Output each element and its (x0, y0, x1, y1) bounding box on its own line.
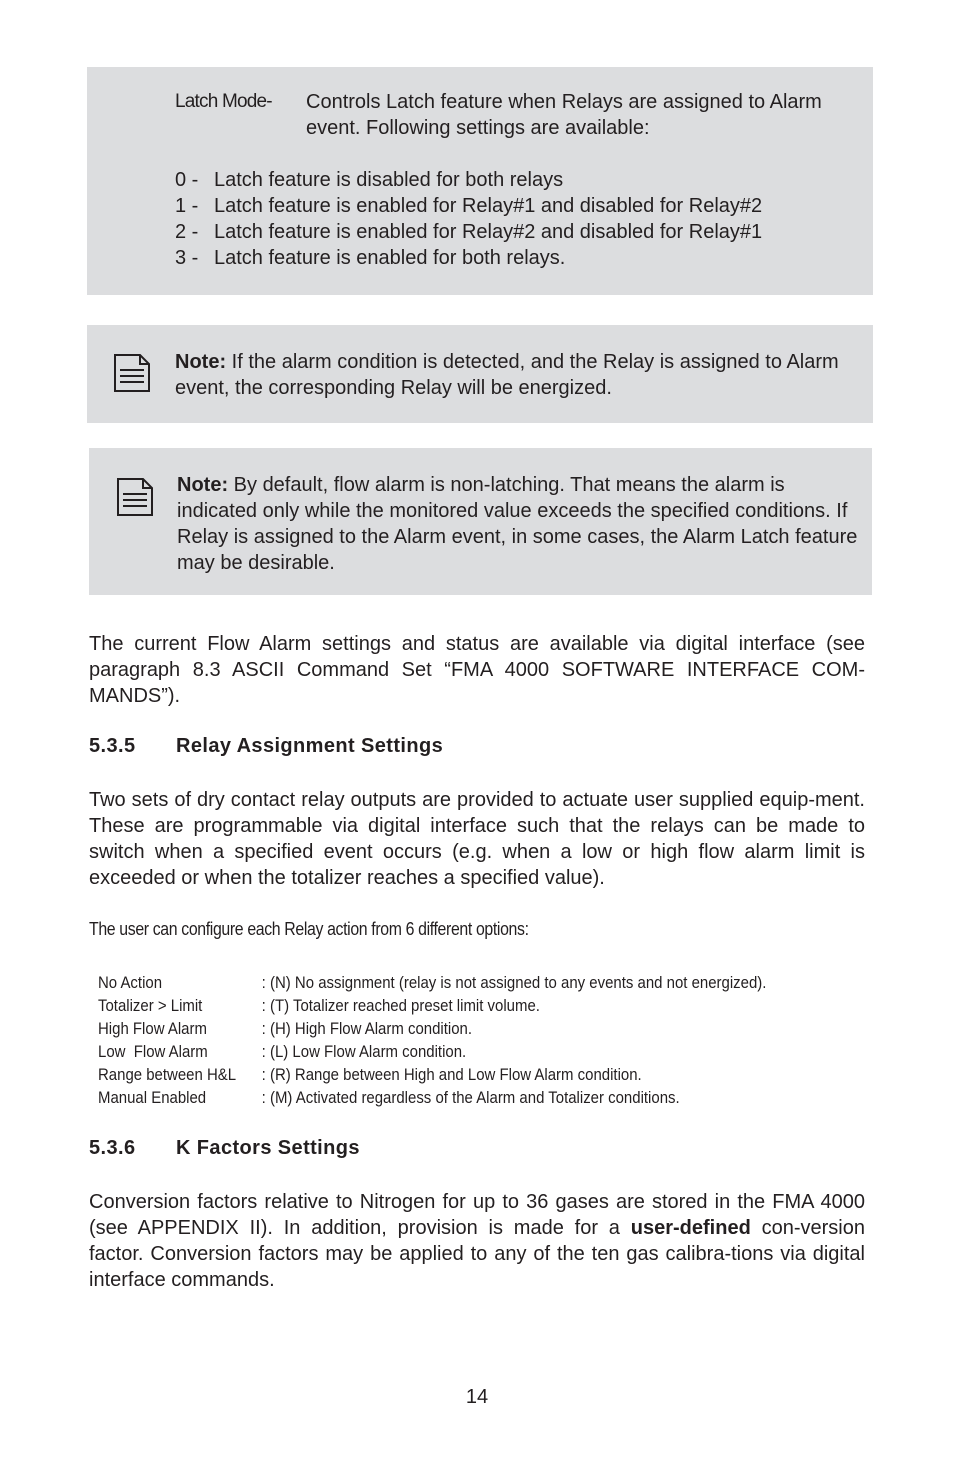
table-row (98, 971, 766, 994)
flow-alarm-status-paragraph: The current Flow Alarm settings and status are available via digital interface (see paragraph 8.3 ASCII Command Set “FMA 4000 SOFTWARE INTERFACE COM-MANDS”). (89, 633, 865, 707)
section-number: 5.3.6 (89, 1137, 136, 1159)
list-item (175, 167, 762, 193)
option-text: Latch feature is enabled for both relays. (214, 247, 566, 269)
relay-assignment-paragraph: Two sets of dry contact relay outputs are provided to actuate user supplied equip-ment. These are programmable via digital interface such that the relays can be made to switch when a specified event occurs (e.g. when a low or high flow alarm limit is exceeded or when the totalizer reaches a specified value). (89, 789, 865, 889)
option-description: : (M) Activated regardless of the Alarm and Totalizer conditions. (261, 1088, 680, 1107)
note-text (177, 472, 862, 576)
note-box-relay-energized (87, 325, 873, 423)
page-number: 14 (465, 1386, 489, 1408)
option-description: : (R) Range between High and Low Flow Alarm condition. (261, 1065, 642, 1084)
option-description: : (L) Low Flow Alarm condition. (261, 1042, 467, 1061)
option-number: 0 - (175, 169, 199, 191)
list-item (175, 193, 762, 219)
note-document-icon (113, 354, 151, 392)
section-number: 5.3.5 (89, 735, 136, 757)
option-name: High Flow Alarm (98, 1019, 207, 1038)
paragraph-text: Conversion factors relative to Nitrogen for up to 36 gases are stored in the FMA 4000 (see APPENDIX II). In addition, provision is made for a (89, 1191, 865, 1239)
note-body: If the alarm condition is detected, and the Relay is assigned to Alarm event, the corresponding Relay will be energized. (175, 351, 839, 399)
option-name: Totalizer > Limit (98, 996, 203, 1015)
latch-options-list (175, 167, 762, 271)
latch-mode-description: Controls Latch feature when Relays are assigned to Alarm event. Following settings are available: (306, 91, 822, 139)
table-row (98, 1063, 766, 1086)
table-row (98, 1017, 766, 1040)
note-document-icon (116, 478, 154, 516)
option-name: No Action (98, 973, 163, 992)
option-name: Range between H&L (98, 1065, 237, 1084)
note-label: Note: (175, 351, 227, 373)
note-text (175, 349, 865, 401)
option-number: 3 - (175, 247, 199, 269)
option-text: Latch feature is disabled for both relays (214, 169, 564, 191)
option-text: Latch feature is enabled for Relay#2 and disabled for Relay#1 (214, 221, 763, 243)
option-number: 1 - (175, 195, 199, 217)
option-name: Manual Enabled (98, 1088, 207, 1107)
section-title: K Factors Settings (176, 1137, 360, 1159)
option-description: : (H) High Flow Alarm condition. (261, 1019, 473, 1038)
section-title: Relay Assignment Settings (176, 735, 444, 757)
table-row (98, 1040, 766, 1063)
paragraph-text: con-version factor. Conversion factors may be applied to any of the ten gas calibra-tions via digital interface commands. (89, 1217, 865, 1291)
note-box-non-latching (89, 448, 872, 595)
list-item (175, 219, 762, 245)
option-number: 2 - (175, 221, 199, 243)
option-description: : (T) Totalizer reached preset limit volume. (261, 996, 540, 1015)
option-name: Low Flow Alarm (98, 1042, 208, 1061)
k-factors-paragraph (89, 1189, 865, 1293)
option-text: Latch feature is enabled for Relay#1 and disabled for Relay#2 (214, 195, 763, 217)
section-heading-relay-assignment (89, 735, 443, 758)
list-item (175, 245, 762, 271)
latch-mode-box (87, 67, 873, 295)
section-heading-k-factors (89, 1137, 360, 1160)
table-row (98, 994, 766, 1017)
paragraph-bold-text: user-defined (630, 1217, 751, 1239)
note-body: By default, flow alarm is non-latching. That means the alarm is indicated only while the monitored value exceeds the specified conditions. If Relay is assigned to the Alarm event, in some cases, the Alarm Latch feature may be desirable. (177, 474, 858, 574)
note-label: Note: (177, 474, 229, 496)
latch-mode-label: Latch Mode- (175, 91, 272, 112)
relay-options-intro: The user can configure each Relay action from 6 different options: (89, 919, 529, 939)
relay-options-table (98, 971, 766, 1109)
table-row (98, 1086, 766, 1109)
option-description: : (N) No assignment (relay is not assigned to any events and not energized). (261, 973, 767, 992)
